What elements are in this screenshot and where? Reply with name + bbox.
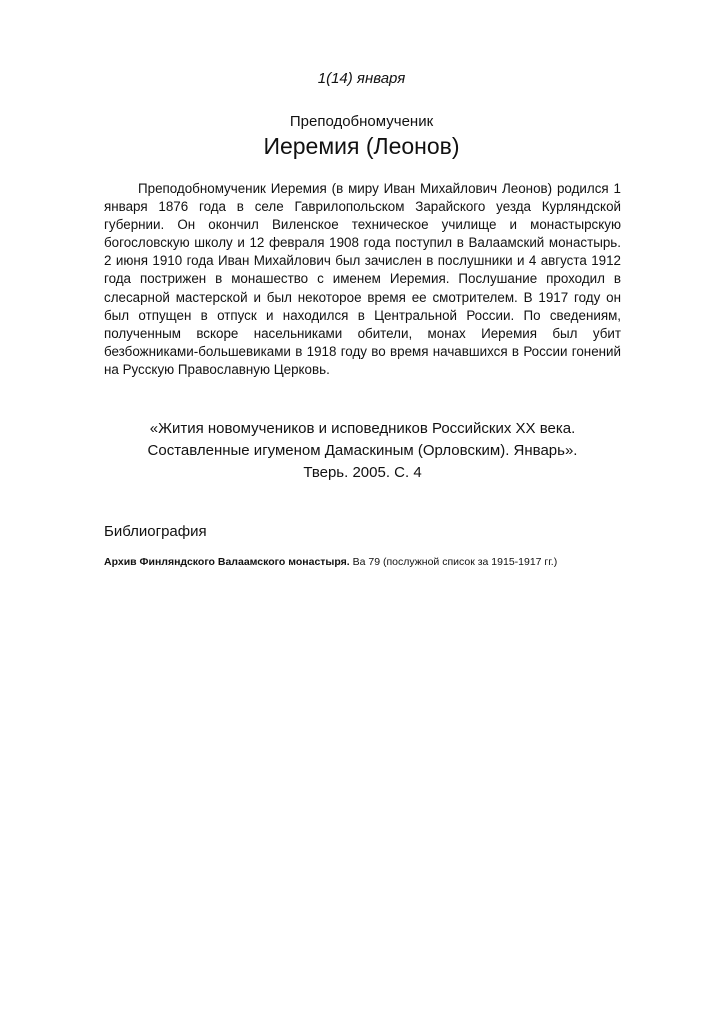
- page-title: Иеремия (Леонов): [263, 133, 460, 159]
- bibliography-heading: Библиография: [104, 523, 207, 540]
- bibliography-entry: [104, 556, 644, 568]
- saint-rank: Преподобномученик: [289, 113, 434, 130]
- citation-line-1: «Жития новомучеников и исповедников Российских XX века.: [149, 420, 576, 437]
- biography-paragraph: Преподобномученик Иеремия (в миру Иван Михайлович Леонов) родился 1 января 1876 года в селе Гаврилопольском Зарайского уезда Курляндской губернии. Он окончил Виленское техническое училище и монастырскую богословскую школу и 12 февраля 1908 года поступил в Валаамский монастырь. 2 июня 1910 года Иван Михайлович был зачислен в послушники и 4 августа 1912 года пострижен в монашество с именем Иеремия. Послушание проходил в слесарной мастерской и был некоторое время ее смотрителем. В 1917 году он был отпущен в отпуск и находился в Центральной России. По сведениям, полученным вскоре насельниками обители, монах Иеремия был убит безбожниками-большевиками в 1918 году во время начавшихся в России гонений на Русскую Православную Церковь.: [104, 181, 621, 377]
- feast-date: 1(14) января: [317, 70, 406, 87]
- bibliography-archive-name: Архив Финляндского Валаамского монастыря.: [104, 556, 350, 568]
- citation-line-3: Тверь. 2005. С. 4: [303, 464, 422, 481]
- source-citation: [104, 418, 621, 484]
- bibliography-archive-ref: Ва 79 (послужной список за 1915-1917 гг.): [349, 556, 558, 568]
- citation-line-2: Составленные игуменом Дамаскиным (Орловским). Январь».: [147, 442, 578, 459]
